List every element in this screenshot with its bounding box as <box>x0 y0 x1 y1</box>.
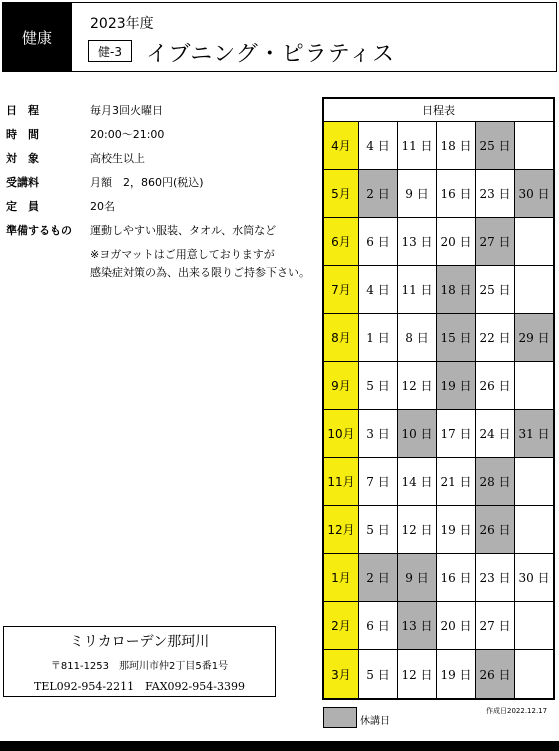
info-value: 月額 2，860円(税込) <box>90 176 204 189</box>
month-cell: 6月 <box>324 218 359 265</box>
schedule-row <box>324 314 553 362</box>
schedule-table <box>322 97 555 700</box>
fiscal-year: 2023年度 <box>90 16 154 32</box>
month-cell: 3月 <box>324 650 359 698</box>
legend-label: 休講日 <box>360 716 390 727</box>
day-cell <box>515 362 553 409</box>
schedule-row <box>324 122 553 170</box>
day-cell: 8 日 <box>398 314 437 361</box>
schedule-row <box>324 218 553 266</box>
day-cell: 6 日 <box>359 218 398 265</box>
info-label: 日 程 <box>6 104 39 117</box>
day-cell: 1 日 <box>359 314 398 361</box>
day-cell: 11 日 <box>398 122 437 169</box>
schedule-row <box>324 266 553 314</box>
day-cell: 19 日 <box>437 506 476 553</box>
day-cell: 3 日 <box>359 410 398 457</box>
category-badge <box>2 2 72 72</box>
header-right-rule <box>556 2 557 72</box>
day-cell <box>515 602 553 649</box>
day-cell: 22 日 <box>476 314 515 361</box>
day-cell: 5 日 <box>359 362 398 409</box>
info-label: 時 間 <box>6 128 39 141</box>
day-cell: 25 日 <box>476 266 515 313</box>
day-cell-off: 9 日 <box>398 554 437 601</box>
day-cell: 11 日 <box>398 266 437 313</box>
day-cell-off: 2 日 <box>359 554 398 601</box>
day-cell: 19 日 <box>437 650 476 698</box>
venue-box <box>3 626 276 697</box>
venue-address: 〒811-1253 那珂川市仲2丁目5番1号 <box>50 661 229 672</box>
category-label: 健康 <box>21 28 52 47</box>
day-cell: 5 日 <box>359 650 398 698</box>
month-cell: 5月 <box>324 170 359 217</box>
info-label: 準備するもの <box>6 224 72 237</box>
day-cell-off: 29 日 <box>515 314 553 361</box>
month-cell: 12月 <box>324 506 359 553</box>
info-value: 20:00～21:00 <box>90 128 165 141</box>
month-cell: 2月 <box>324 602 359 649</box>
schedule-title: 日程表 <box>324 99 553 122</box>
day-cell-off: 10 日 <box>398 410 437 457</box>
day-cell: 12 日 <box>398 362 437 409</box>
schedule-row <box>324 602 553 650</box>
day-cell-off: 25 日 <box>476 122 515 169</box>
day-cell: 16 日 <box>437 554 476 601</box>
legend-swatch <box>323 707 357 728</box>
schedule-row <box>324 410 553 458</box>
info-label: 対 象 <box>6 152 39 165</box>
month-cell: 10月 <box>324 410 359 457</box>
info-label: 定 員 <box>6 200 39 213</box>
header-top-rule <box>72 2 557 3</box>
day-cell <box>515 218 553 265</box>
month-cell: 7月 <box>324 266 359 313</box>
day-cell: 12 日 <box>398 650 437 698</box>
day-cell-off: 28 日 <box>476 458 515 505</box>
day-cell-off: 13 日 <box>398 602 437 649</box>
day-cell: 4 日 <box>359 266 398 313</box>
day-cell: 16 日 <box>437 170 476 217</box>
info-value: 毎月3回火曜日 <box>90 104 163 117</box>
schedule-row <box>324 170 553 218</box>
schedule-row <box>324 506 553 554</box>
schedule-row <box>324 650 553 698</box>
day-cell: 4 日 <box>359 122 398 169</box>
day-cell: 7 日 <box>359 458 398 505</box>
day-cell-off: 2 日 <box>359 170 398 217</box>
day-cell: 17 日 <box>437 410 476 457</box>
info-note: 感染症対策の為、出来る限りご持参下さい。 <box>90 266 310 279</box>
day-cell <box>515 506 553 553</box>
day-cell: 5 日 <box>359 506 398 553</box>
day-cell <box>515 266 553 313</box>
day-cell-off: 31 日 <box>515 410 553 457</box>
day-cell: 30 日 <box>518 571 550 585</box>
day-cell-off: 18 日 <box>437 266 476 313</box>
schedule-row <box>324 362 553 410</box>
day-cell: 20 日 <box>437 602 476 649</box>
schedule-row <box>324 458 553 506</box>
day-cell <box>515 458 553 505</box>
header-bottom-rule <box>72 71 557 72</box>
course-code: 健-3 <box>88 40 132 62</box>
day-cell: 18 日 <box>437 122 476 169</box>
month-cell: 11月 <box>324 458 359 505</box>
day-cell: 6 日 <box>359 602 398 649</box>
day-cell-off: 30 日 <box>515 170 553 217</box>
day-cell-off: 15 日 <box>437 314 476 361</box>
info-value: 20名 <box>90 200 115 213</box>
footer-bar <box>0 741 559 751</box>
day-cell: 23 日 <box>476 554 515 601</box>
month-cell: 8月 <box>324 314 359 361</box>
day-cell-off: 27 日 <box>476 218 515 265</box>
day-cell: 21 日 <box>437 458 476 505</box>
day-cell: 27 日 <box>476 602 515 649</box>
info-value: 運動しやすい服装、タオル、水筒など <box>90 224 277 237</box>
schedule-row <box>324 554 553 602</box>
day-cell <box>515 650 553 698</box>
day-cell: 14 日 <box>398 458 437 505</box>
course-title: イブニング・ピラティス <box>146 42 396 67</box>
month-cell: 1月 <box>324 554 359 601</box>
venue-name: ミリカローデン那珂川 <box>69 634 210 650</box>
day-cell: 13 日 <box>398 218 437 265</box>
day-cell: 24 日 <box>476 410 515 457</box>
month-cell: 9月 <box>324 362 359 409</box>
day-cell: 23 日 <box>476 170 515 217</box>
created-date: 作成日2022.12.17 <box>486 707 548 715</box>
info-label: 受講料 <box>6 176 39 189</box>
month-cell: 4月 <box>324 122 359 169</box>
day-cell: 26 日 <box>476 362 515 409</box>
day-cell <box>515 122 553 169</box>
day-cell-off: 26 日 <box>476 506 515 553</box>
day-cell: 12 日 <box>398 506 437 553</box>
day-cell-off: 26 日 <box>476 650 515 698</box>
day-cell-off: 19 日 <box>437 362 476 409</box>
info-value: 高校生以上 <box>90 152 145 165</box>
day-cell: 9 日 <box>398 170 437 217</box>
venue-phone: TEL092-954-2211 FAX092-954-3399 <box>34 680 245 693</box>
schedule-rows <box>324 122 553 698</box>
info-note: ※ヨガマットはご用意しておりますが <box>90 248 275 261</box>
day-cell: 20 日 <box>437 218 476 265</box>
